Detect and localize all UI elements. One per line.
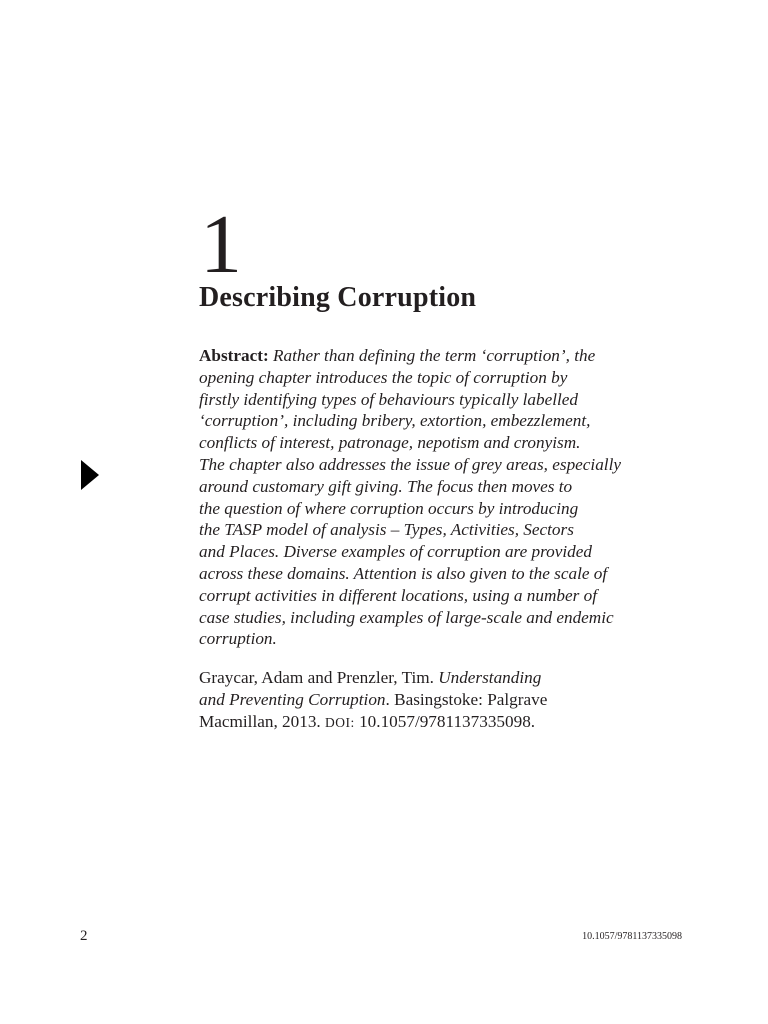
abstract-text: Rather than defining the term ‘corruption’, the xyxy=(272,346,596,365)
abstract-line: across these domains. Attention is also given to the scale of xyxy=(199,563,608,583)
abstract-line xyxy=(199,345,699,367)
triangle-marker-icon xyxy=(81,460,99,490)
abstract-line: and Places. Diverse examples of corruption are provided xyxy=(199,542,592,562)
citation-line xyxy=(199,689,699,711)
doi-label: DOI: xyxy=(325,715,355,730)
abstract-line: conflicts of interest, patronage, nepotism and cronyism. xyxy=(199,433,581,453)
citation-authors: Graycar, Adam and Prenzler, Tim. xyxy=(199,668,434,687)
abstract xyxy=(199,345,699,650)
abstract-line: the question of where corruption occurs by introducing xyxy=(199,498,579,518)
citation-book-title: and Preventing Corruption xyxy=(199,690,386,709)
citation-publisher: . Basingstoke: Palgrave xyxy=(385,690,548,709)
citation-year: Macmillan, 2013. xyxy=(199,712,321,731)
citation-line xyxy=(199,711,699,734)
doi-link[interactable]: 10.1057/9781137335098. xyxy=(359,712,536,731)
page-number: 2 xyxy=(80,928,88,944)
footer-doi: 10.1057/9781137335098 xyxy=(582,931,682,942)
citation xyxy=(199,667,699,734)
abstract-line: around customary gift giving. The focus then moves to xyxy=(199,476,573,496)
citation-line xyxy=(199,667,699,689)
abstract-line: The chapter also addresses the issue of grey areas, especially xyxy=(199,454,621,474)
abstract-line: case studies, including examples of large-scale and endemic xyxy=(199,607,614,627)
abstract-label: Abstract: xyxy=(199,346,269,365)
abstract-line: corrupt activities in different locations, using a number of xyxy=(199,585,597,605)
chapter-number: 1 xyxy=(200,198,242,291)
abstract-line: ‘corruption’, including bribery, extortion, embezzlement, xyxy=(199,411,591,431)
abstract-line: the TASP model of analysis – Types, Activities, Sectors xyxy=(199,520,574,540)
abstract-line: corruption. xyxy=(199,629,277,649)
citation-book-title: Understanding xyxy=(438,668,542,687)
chapter-title: Describing Corruption xyxy=(199,282,477,313)
abstract-line: firstly identifying types of behaviours typically labelled xyxy=(199,389,578,409)
abstract-line: opening chapter introduces the topic of corruption by xyxy=(199,367,568,387)
